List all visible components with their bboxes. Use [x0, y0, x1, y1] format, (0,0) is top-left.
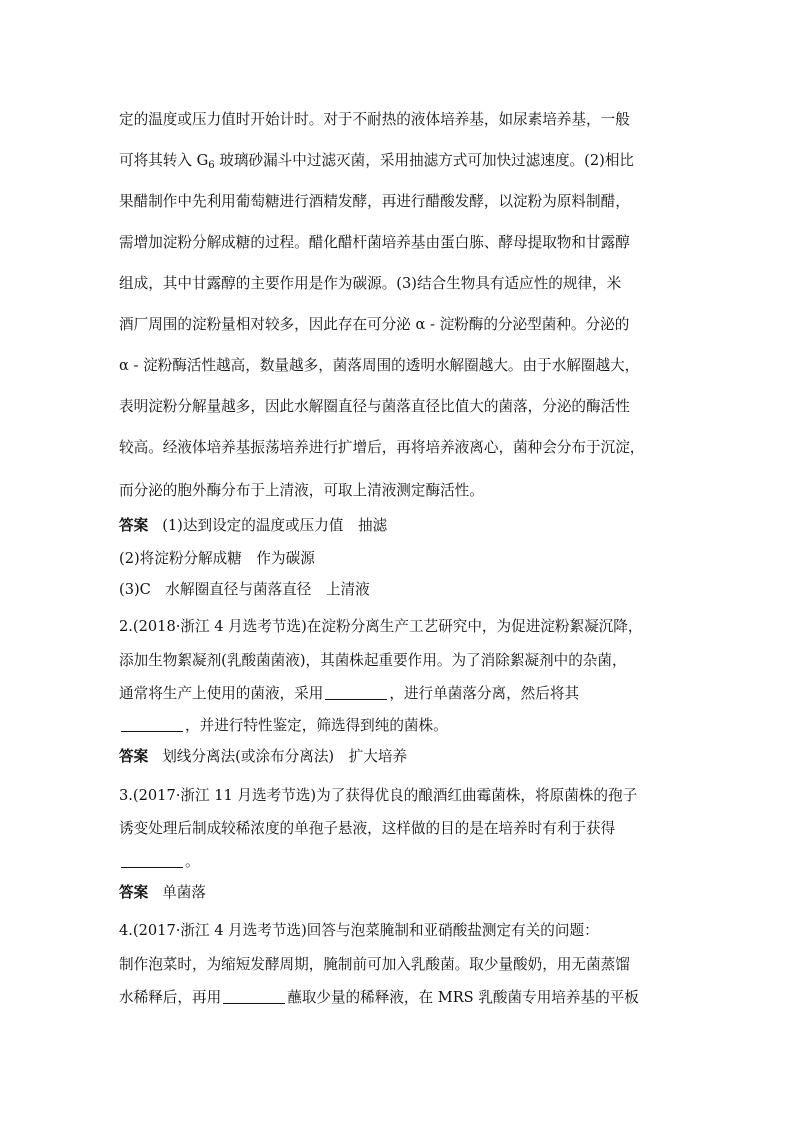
answer-blank [121, 717, 183, 732]
answer-1-line-2: (2)将淀粉分解成糖 作为碳源 [119, 550, 315, 567]
question-3-line-3-text: 。 [185, 853, 200, 870]
answer-1-line-3: (3)C 水解圈直径与菌落直径 上清液 [119, 581, 370, 598]
question-2-line-3 [119, 684, 579, 704]
answer-blank [325, 685, 387, 700]
answer-1-text-1: (1)达到设定的温度或压力值 抽滤 [162, 517, 388, 534]
question-3-line-3 [119, 852, 200, 872]
question-4-line-1: 4.(2017·浙江 4 月选考节选)回答与泡菜腌制和亚硝酸盐测定有关的问题： [119, 922, 599, 939]
question-2-line-3-a: 通常将生产上使用的菌液，采用 [119, 685, 324, 702]
question-3-line-2: 诱变处理后制成较稀浓度的单孢子悬液，这样做的目的是在培养时有利于获得 [119, 820, 616, 837]
explanation-line-4: 需增加淀粉分解成糖的过程。醋化醋杆菌培养基由蛋白胨、酵母提取物和甘露醇 [119, 234, 630, 251]
answer-1-line-1 [119, 516, 387, 536]
explanation-line-5: 组成，其中甘露醇的主要作用是作为碳源。(3)结合生物具有适应性的规律，米 [119, 275, 622, 292]
explanation-line-9: 较高。经液体培养基振荡培养进行扩增后，再将培养液离心，菌种会分布于沉淀， [119, 439, 645, 456]
question-2-line-4 [119, 716, 448, 736]
question-2-line-3-b: ，进行单菌落分离，然后将其 [389, 685, 580, 702]
question-3-answer-text: 单菌落 [162, 884, 206, 901]
explanation-line-2 [119, 151, 634, 171]
explanation-line-3: 果醋制作中先利用葡萄糖进行酒精发酵，再进行醋酸发酵，以淀粉为原料制醋， [119, 193, 630, 210]
question-2-line-4-text: ，并进行特性鉴定，筛选得到纯的菌株。 [185, 717, 448, 734]
question-2-line-2: 添加生物絮凝剂(乳酸菌菌液)，其菌株起重要作用。为了消除絮凝剂中的杂菌， [119, 652, 627, 669]
explanation-line-2-b: 玻璃砂漏斗中过滤灭菌，采用抽滤方式可加快过滤速度。(2)相比 [214, 152, 635, 169]
explanation-line-10: 而分泌的胞外酶分布于上清液，可取上清液测定酶活性。 [119, 482, 484, 499]
answer-label: 答案 [119, 517, 149, 534]
explanation-line-7: α - 淀粉酶活性越高，数量越多，菌落周围的透明水解圈越大。由于水解圈越大， [119, 357, 640, 374]
question-3-answer [119, 883, 206, 903]
question-2-answer-text: 划线分离法(或涂布分离法) 扩大培养 [162, 748, 408, 765]
question-4-line-3-a: 水稀释后，再用 [119, 989, 222, 1006]
explanation-line-8: 表明淀粉分解量越多，因此水解圈直径与菌落直径比值大的菌落，分泌的酶活性 [119, 398, 630, 415]
question-3-line-1: 3.(2017·浙江 11 月选考节选)为了获得优良的酿酒红曲霉菌株，将原菌株的孢子 [119, 787, 638, 804]
explanation-line-2-a: 可将其转入 G [119, 152, 209, 169]
answer-label: 答案 [119, 884, 149, 901]
subscript-6: 6 [208, 160, 215, 171]
question-4-line-2: 制作泡菜时，为缩短发酵周期，腌制前可加入乳酸菌。取少量酸奶，用无菌蒸馏 [119, 956, 630, 973]
answer-blank [223, 989, 285, 1004]
answer-blank [121, 853, 183, 868]
question-4-line-3-b: 蘸取少量的稀释液，在 MRS 乳酸菌专用培养基的平板 [287, 989, 639, 1006]
question-4-line-3 [119, 988, 639, 1008]
explanation-line-6: 酒厂周围的淀粉量相对较多，因此存在可分泌 α - 淀粉酶的分泌型菌种。分泌的 [119, 316, 630, 333]
question-2-answer [119, 747, 407, 767]
answer-label: 答案 [119, 748, 149, 765]
question-2-line-1: 2.(2018·浙江 4 月选考节选)在淀粉分离生产工艺研究中，为促进淀粉絮凝沉降， [119, 618, 643, 635]
explanation-line-1: 定的温度或压力值时开始计时。对于不耐热的液体培养基，如尿素培养基，一般 [119, 111, 630, 128]
